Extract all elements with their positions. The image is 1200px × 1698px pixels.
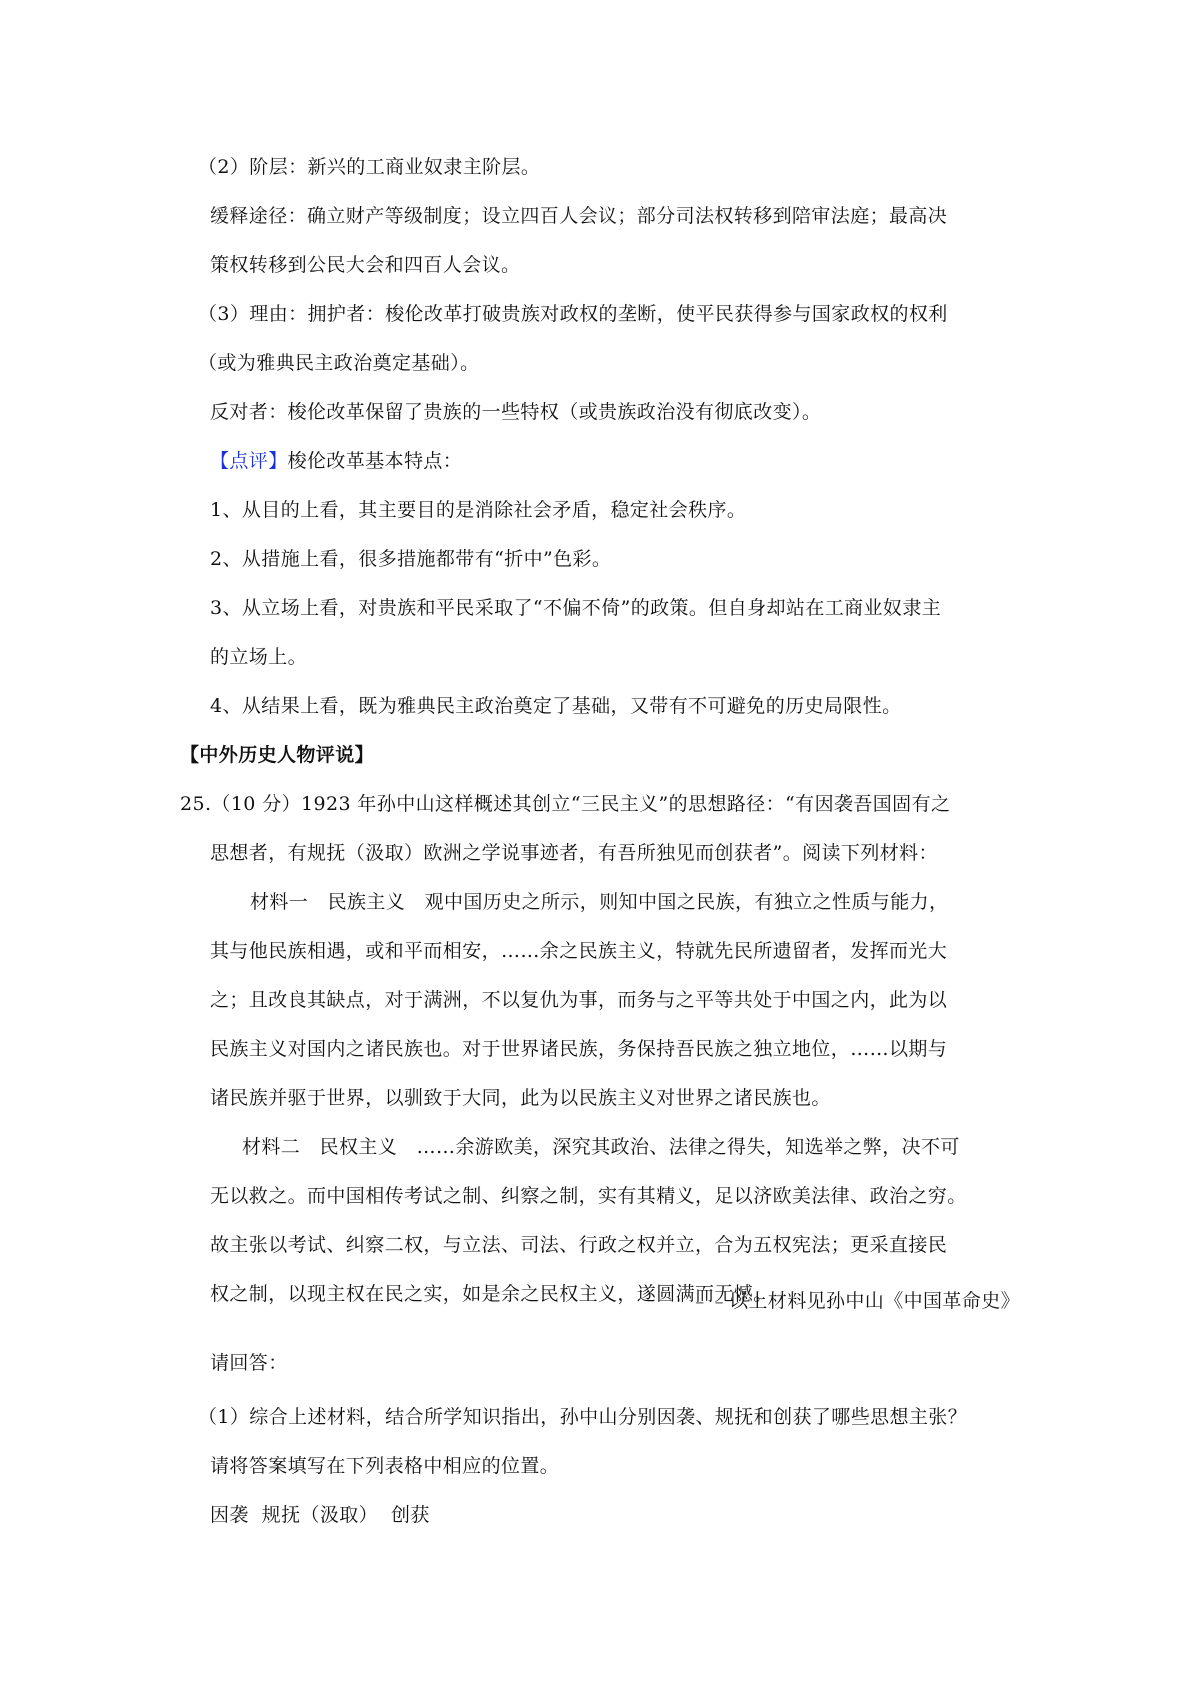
commentary-intro-line [210,448,462,474]
material-1-line4: 民族主义对国内之诸民族也。对于世界诸民族，务保持吾民族之独立地位，……以期与 [210,1038,948,1060]
answer-2-relief-line2: 策权转移到公民大会和四百人会议。 [210,254,521,276]
answer-2-stratum: （2）阶层：新兴的工商业奴隶主阶层。 [198,156,541,178]
material-1-line3: 之；且改良其缺点，对于满洲，不以复仇为事，而务与之平等共处于中国之内，此为以 [210,989,948,1011]
commentary-point-3-line2: 的立场上。 [210,646,308,668]
sub-question-1-line1: （1）综合上述材料，结合所学知识指出，孙中山分别因袭、规抚和创获了哪些思想主张？ [198,1406,968,1428]
material-2-line3: 故主张以考试、纠察二权，与立法、司法、行政之权并立，合为五权宪法；更采直接民 [210,1234,948,1256]
question-25-line2: 思想者，有规抚（汲取）欧洲之学说事迹者，有吾所独见而创获者”。阅读下列材料： [210,842,938,864]
section-heading: 【中外历史人物评说】 [180,744,375,766]
commentary-point-2: 2、从措施上看，很多措施都带有“折中”色彩。 [210,548,612,570]
answer-3-opponent: 反对者：梭伦改革保留了贵族的一些特权（或贵族政治没有彻底改变）。 [210,401,822,423]
material-2-line1: 材料二 民权主义 ……余游欧美，深究其政治、法律之得失，知选举之弊，决不可 [242,1136,960,1158]
material-1-line5: 诸民族并驱于世界，以驯致于大同，此为以民族主义对世界之诸民族也。 [210,1087,831,1109]
question-25-line1: 25.（10 分）1923 年孙中山这样概述其创立“三民主义”的思想路径：“有因袭吾国固有之 [180,793,951,815]
answer-table-header: 因袭 规抚（汲取） 创获 [210,1504,430,1526]
material-1-line2: 其与他民族相遇，或和平而相安，……余之民族主义，特就先民所遗留者，发挥而光大 [210,940,948,962]
answer-2-relief-line1: 缓释途径：确立财产等级制度；设立四百人会议；部分司法权转移到陪审法庭；最高决 [210,205,948,227]
commentary-intro: 梭伦改革基本特点： [287,450,463,472]
commentary-point-1: 1、从目的上看，其主要目的是消除社会矛盾，稳定社会秩序。 [210,499,747,521]
commentary-point-4: 4、从结果上看，既为雅典民主政治奠定了基础，又带有不可避免的历史局限性。 [210,695,902,717]
question-prompt: 请回答： [210,1352,288,1374]
commentary-point-3-line1: 3、从立场上看，对贵族和平民采取了“不偏不倚”的政策。但自身却站在工商业奴隶主 [210,597,942,619]
material-1-line1: 材料一 民族主义 观中国历史之所示，则知中国之民族，有独立之性质与能力， [250,891,949,913]
commentary-tag: 【点评】 [210,450,288,472]
sub-question-1-line2: 请将答案填写在下列表格中相应的位置。 [210,1455,560,1477]
material-2-line4: 权之制，以现主权在民之实，如是余之民权主义，遂圆满而无憾。 [210,1283,773,1305]
answer-3-reason-line2: （或为雅典民主政治奠定基础）。 [198,352,480,374]
material-2-line2: 无以救之。而中国相传考试之制、纠察之制，实有其精义，足以济欧美法律、政治之穷。 [210,1185,967,1207]
material-source: ﹣﹣以上材料见孙中山《中国革命史》 [690,1290,1020,1312]
answer-3-reason-line1: （3）理由：拥护者：梭伦改革打破贵族对政权的垄断，使平民获得参与国家政权的权利 [198,303,948,325]
